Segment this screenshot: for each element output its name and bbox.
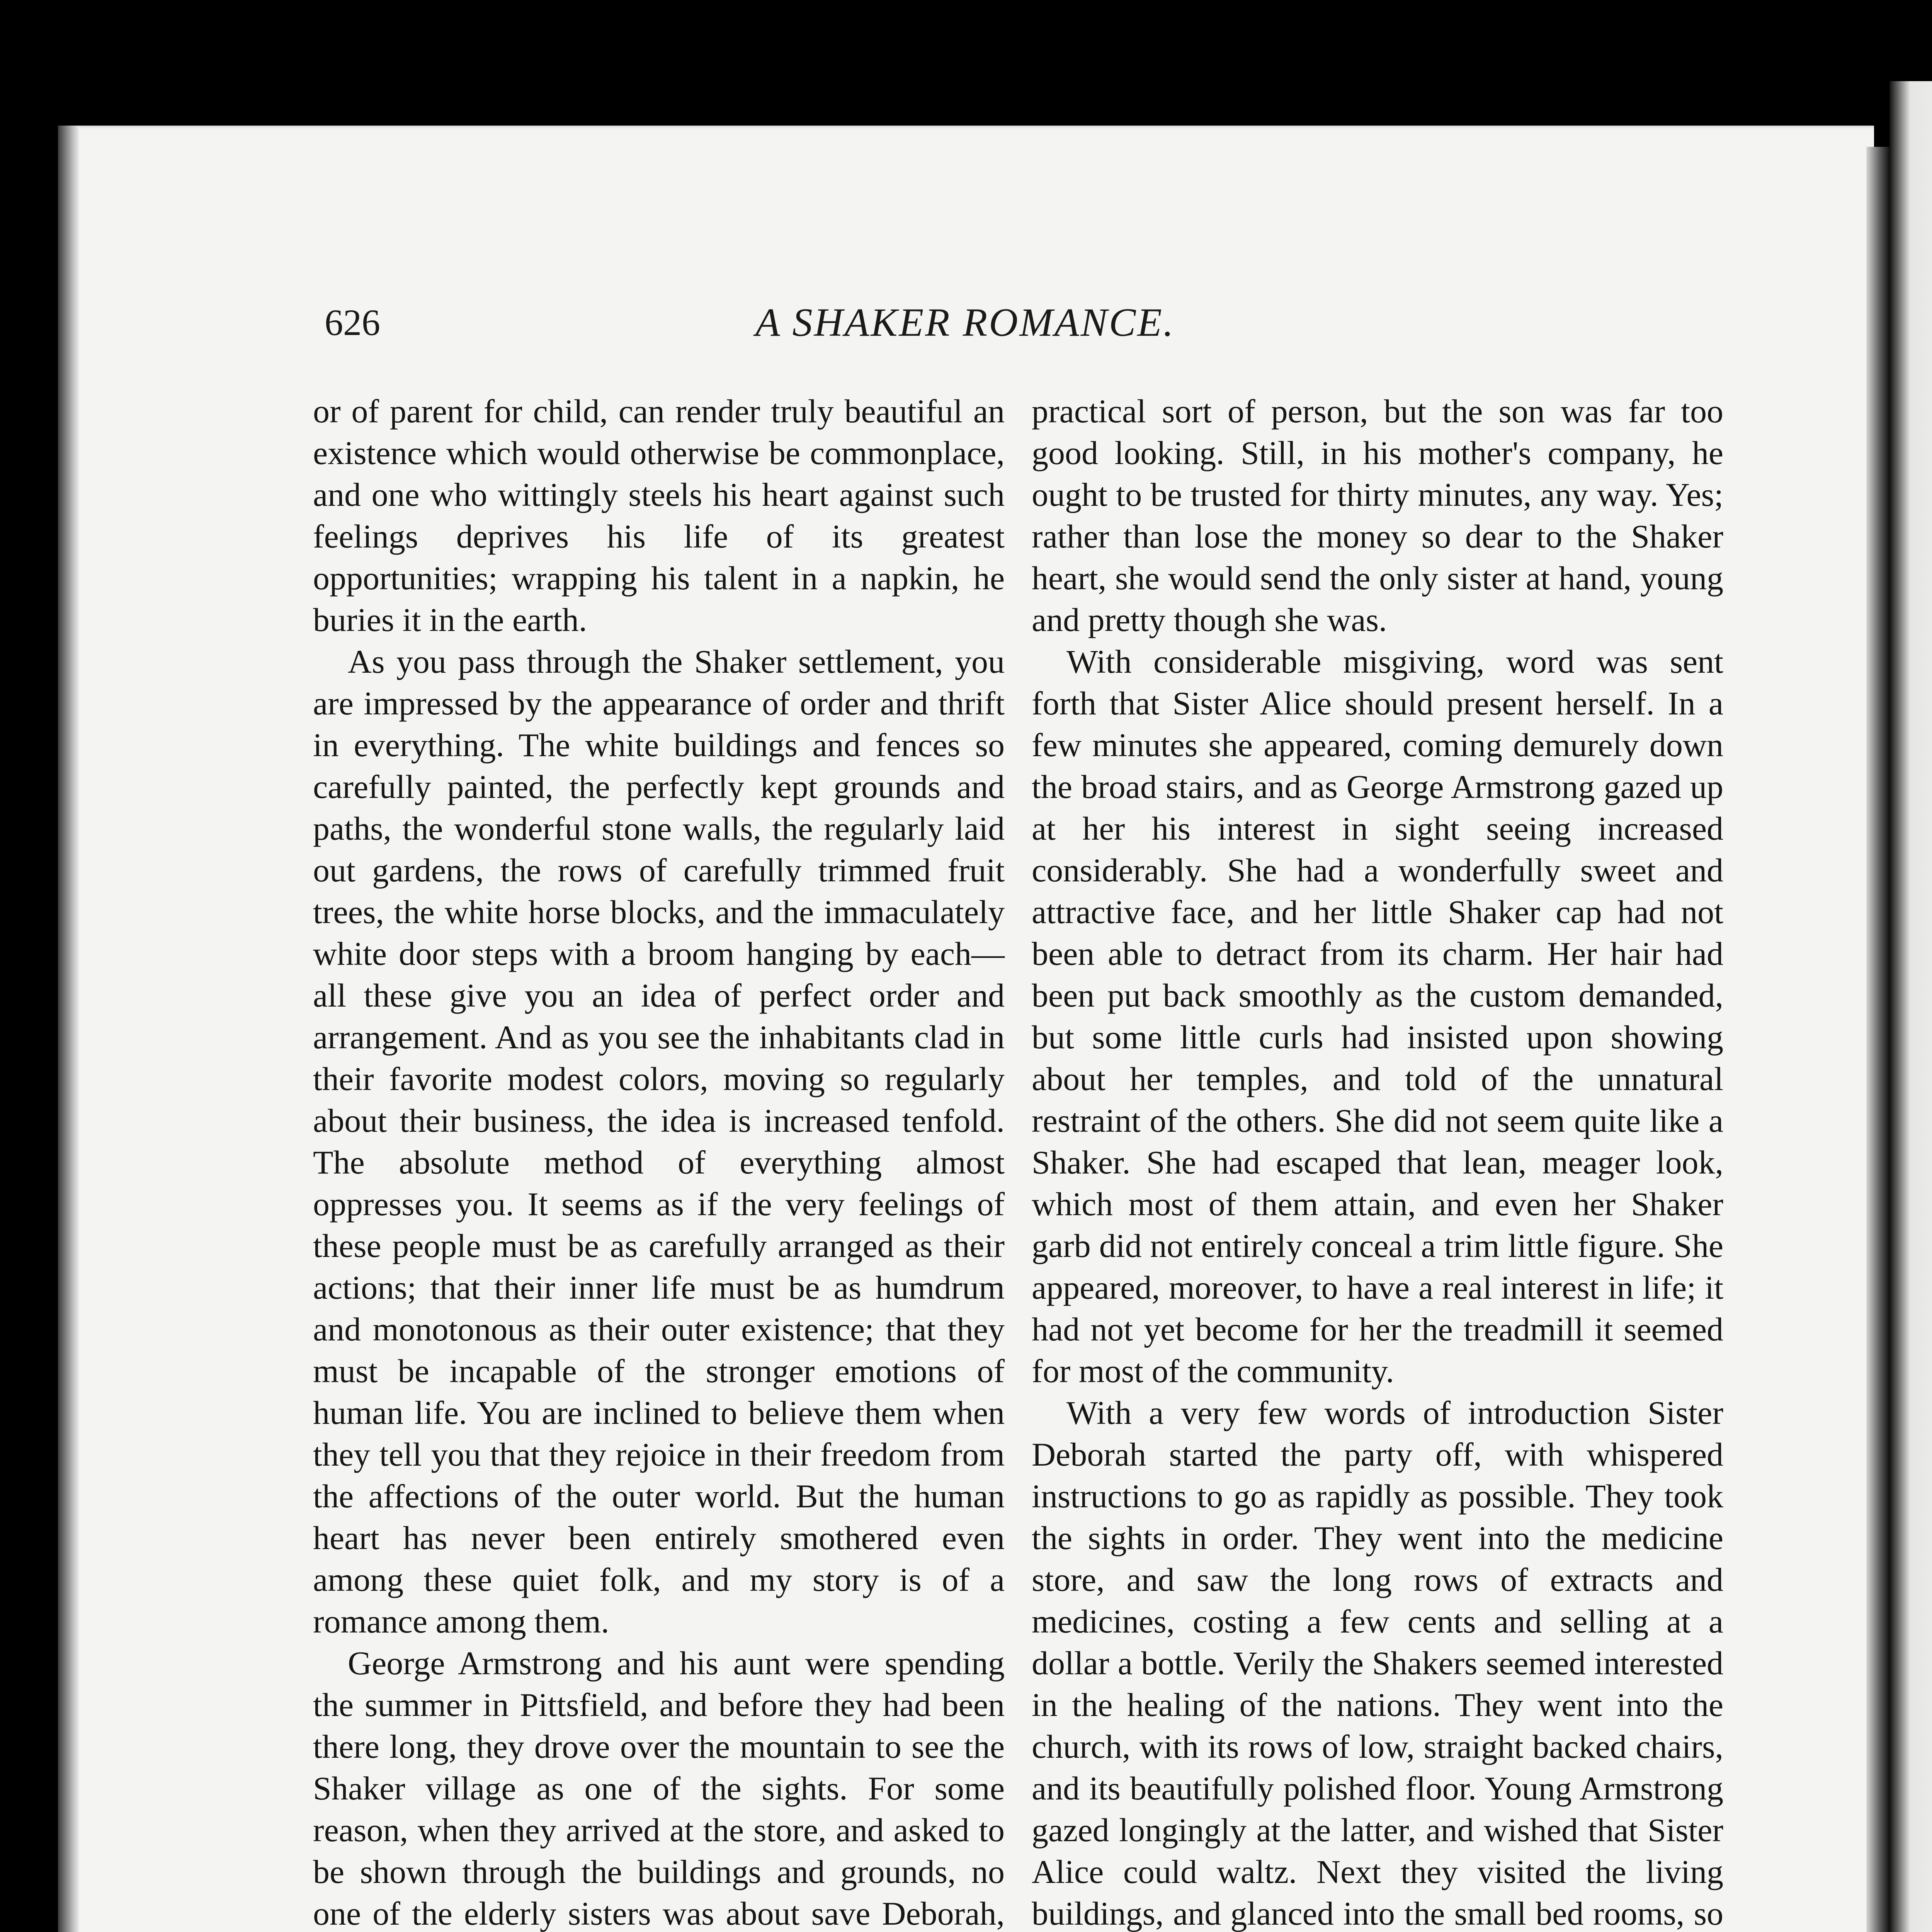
- paragraph: As you pass through the Shaker settlement, you are impressed by the appearance of order and thrift in everything. The white buildings and fences so carefully painted, the perfectly kept grounds and paths, the wonderful stone walls, the regularly laid out gardens, the rows of carefully trimmed fruit trees, the white horse blocks, and the immaculately white door steps with a broom hanging by each—all these give you an idea of perfect order and arrangement. And as you see the inhabitants clad in their favorite modest colors, moving so regularly about their business, the idea is increased tenfold. The absolute method of everything almost oppresses you. It seems as if the very feelings of these people must be as carefully arranged as their actions; that their inner life must be as humdrum and monotonous as their outer existence; that they must be incapable of the stronger emotions of human life. You are inclined to believe them when they tell you that they rejoice in their freedom from the affections of the outer world. But the human heart has never been entirely smothered even among these quiet folk, and my story is of a romance among them.: [313, 643, 1005, 1640]
- page-gutter: [1866, 147, 1889, 1932]
- left-column: [313, 390, 1005, 1932]
- paragraph: With considerable misgiving, word was sent forth that Sister Alice should present herself. In a few minutes she appeared, coming demurely down the broad stairs, and as George Armstrong gazed up at her his interest in sight seeing increased considerably. She had a wonderfully sweet and attractive face, and her little Shaker cap had not been able to detract from its charm. Her hair had been put back smoothly as the custom demanded, but some little curls had insisted upon showing about her temples, and told of the unnatural restraint of the others. She did not seem quite like a Shaker. She had escaped that lean, meager look, which most of them attain, and even her Shaker garb did not entirely conceal a trim little figure. She appeared, moreover, to have a real interest in life; it had not yet become for her the treadmill it seemed for most of the community.: [1032, 643, 1723, 1389]
- paragraph: George Armstrong and his aunt were spending the summer in Pittsfield, and before they had been there long, they drove over the mountain to see the Shaker village as one of the sights. For some reason, when they arrived at the store, and asked to be shown through the buildings and grounds, no one of the elderly sisters was about save Deborah,: [313, 1645, 1005, 1932]
- page-spine-edge: [58, 126, 79, 1932]
- paragraph: With a very few words of introduction Sister Deborah started the party off, with whispered instructions to go as rapidly as possible. They took the sights in order. They went into the medicine store, and saw the long rows of extracts and medicines, costing a few cents and selling at a dollar a bottle. Verily the Shakers seemed interested in the healing of the nations. They went into the church, with its rows of low, straight backed chairs, and its beautifully polished floor. Young Armstrong gazed longingly at the latter, and wished that Sister Alice could waltz. Next they visited the living buildings, and glanced into the small bed rooms, so: [1032, 1394, 1723, 1932]
- paragraph: practical sort of person, but the son was far too good looking. Still, in his mother's company, he ought to be trusted for thirty minutes, any way. Yes; rather than lose the money so dear to the Shaker heart, she would send the only sister at hand, young and pretty though she was.: [1032, 393, 1723, 638]
- right-column: [1032, 390, 1723, 1932]
- paragraph: or of parent for child, can render truly beautiful an existence which would otherwise be commonplace, and one who wittingly steels his heart against such feelings deprives his life of its greatest opportunities; wrapping his talent in a napkin, he buries it in the earth.: [313, 393, 1005, 638]
- running-title: A SHAKER ROMANCE.: [755, 300, 1175, 345]
- running-head: [325, 296, 1306, 350]
- page-number: 626: [325, 302, 380, 343]
- facing-page-edge: [1889, 81, 1932, 1932]
- scan-border: [0, 0, 1932, 124]
